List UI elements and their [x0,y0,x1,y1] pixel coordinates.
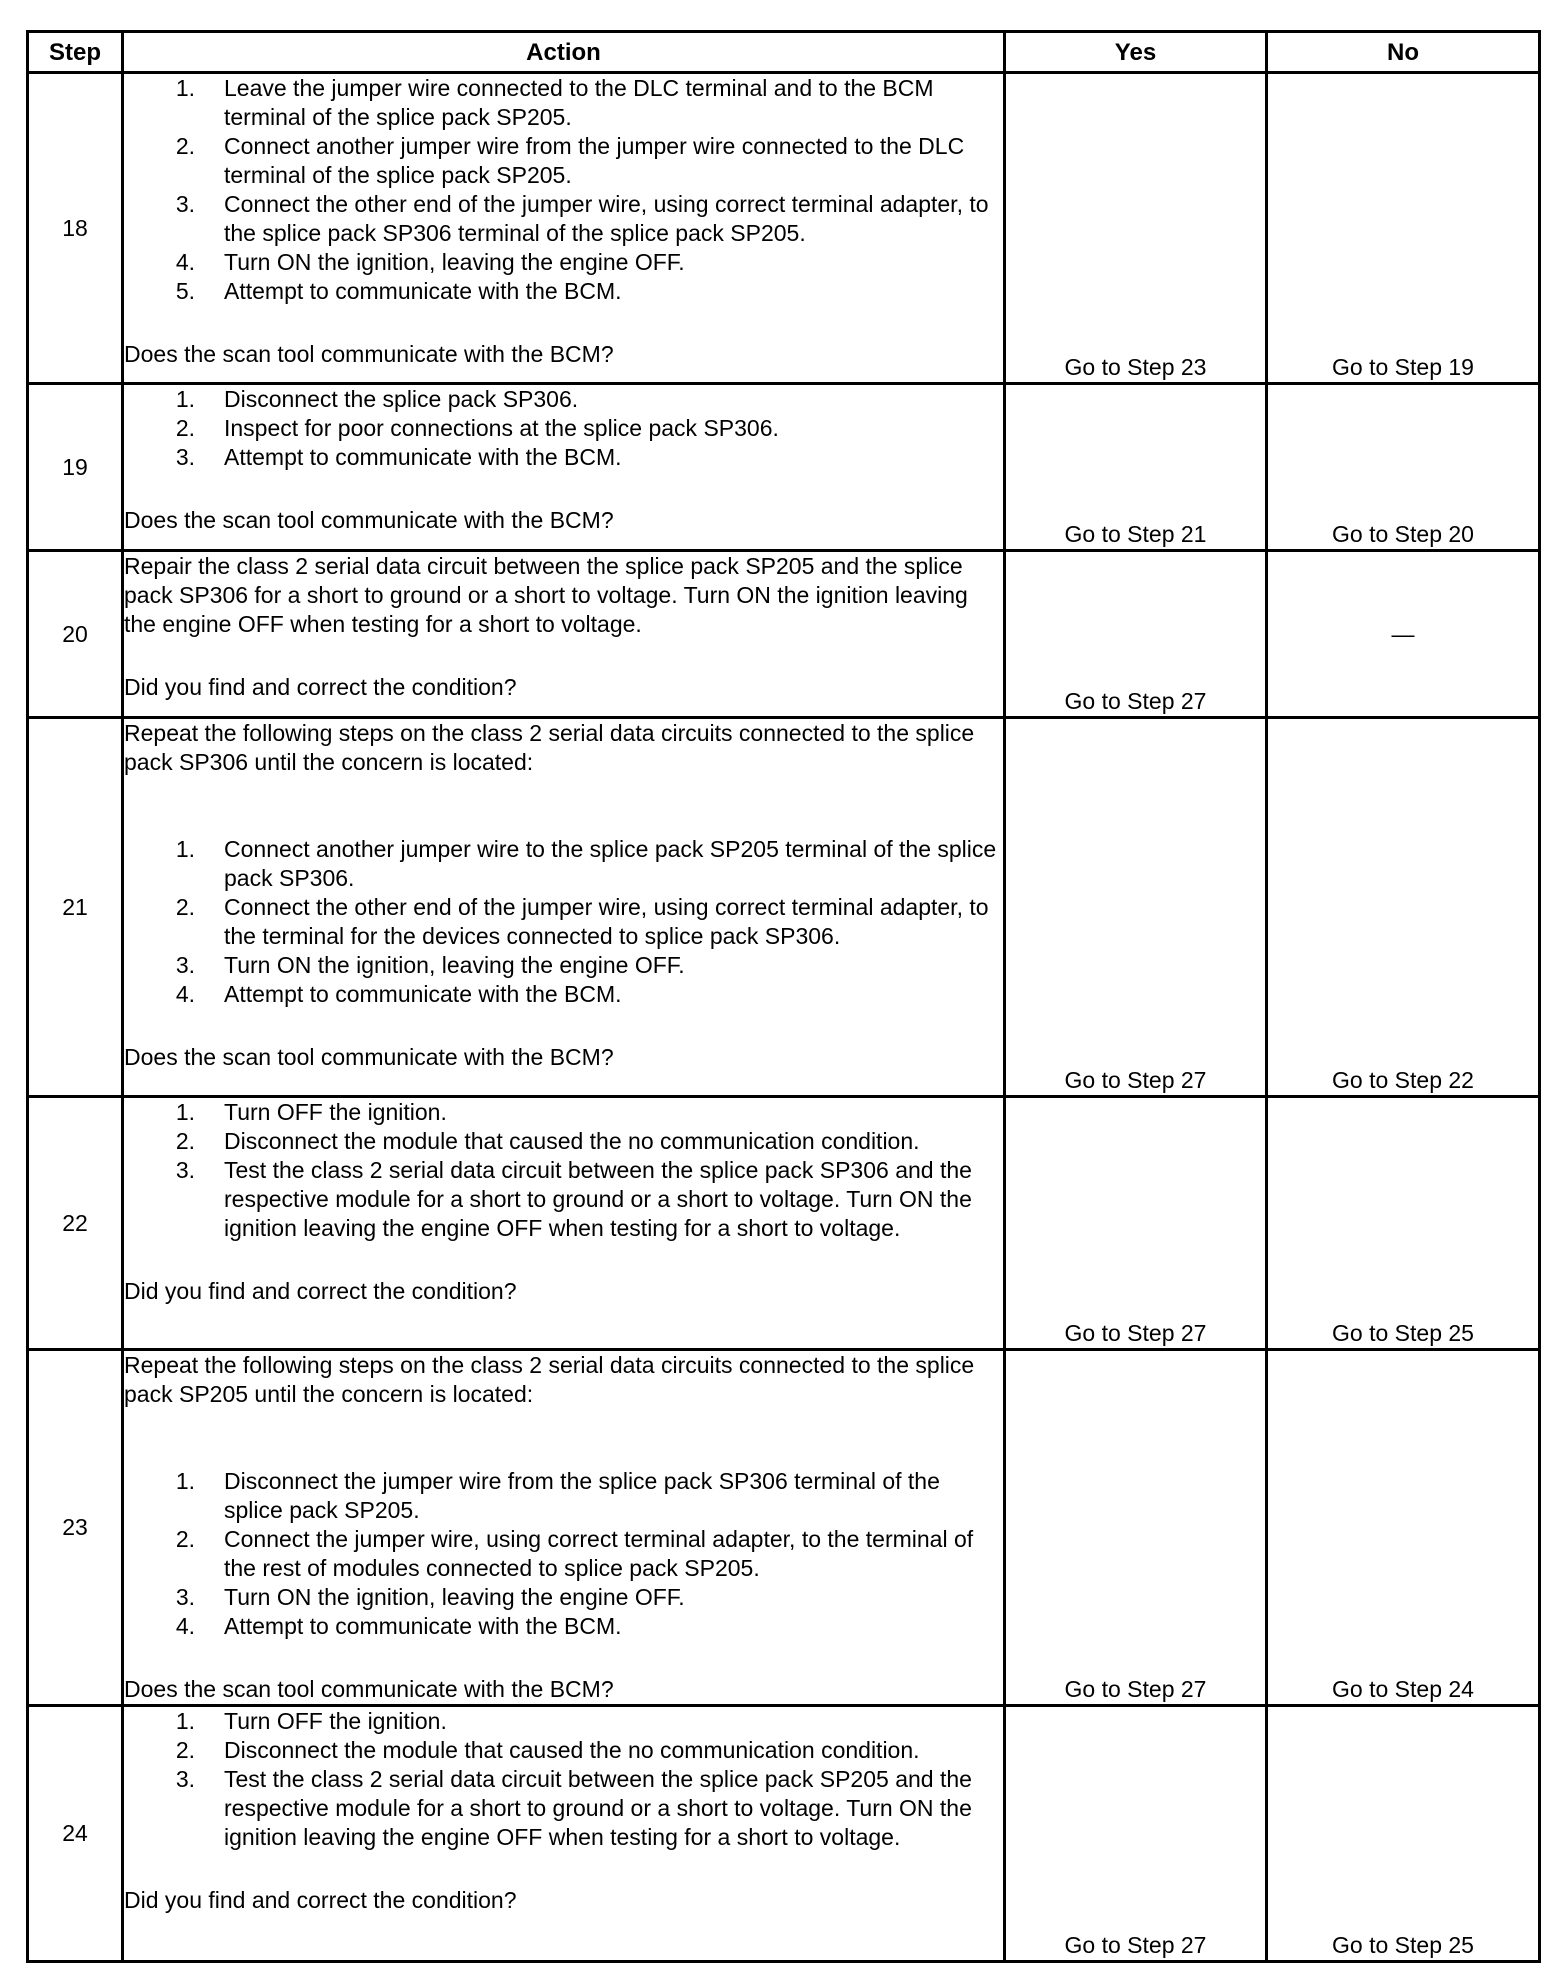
header-step: Step [28,32,123,73]
no-result: Go to Step 25 [1267,1706,1540,1962]
list-item: 2. Connect the jumper wire, using correct terminal adapter, to the terminal of the rest of modules connected to splice pack SP205. [175,1526,974,1581]
no-result: Go to Step 19 [1267,73,1540,384]
header-yes: Yes [1005,32,1267,73]
question-text: Did you find and correct the condition? [124,1887,517,1913]
list-item: 1. Disconnect the jumper wire from the splice pack SP306 terminal of the splice pack SP205. [175,1468,940,1523]
list-item: 3. Connect the other end of the jumper wire, using correct terminal adapter, to the splice pack SP306 terminal of the splice pack SP205. [175,191,989,246]
action-cell [123,1097,1005,1350]
repair-instruction: Repair the class 2 serial data circuit between the splice pack SP205 and the splice pack SP306 for a short to ground or a short to voltage. Turn ON the ignition leaving the engine OFF when testing for a short to voltage. [124,553,968,637]
list-item: 1. Disconnect the splice pack SP306. [175,386,579,412]
intro-text: Repeat the following steps on the class 2 serial data circuits connected to the splice pack SP205 until the concern is located: [124,1352,975,1407]
question-text: Did you find and correct the condition? [124,674,517,700]
yes-result: Go to Step 21 [1005,384,1267,551]
action-cell [123,718,1005,1097]
list-item: 3. Test the class 2 serial data circuit between the splice pack SP205 and the respective module for a short to ground or a short to voltage. Turn ON the ignition leaving the engine OFF when testing for a short to voltage. [175,1766,972,1850]
action-cell [123,73,1005,384]
action-cell [123,1706,1005,1962]
list-item: 4. Attempt to communicate with the BCM. [175,1613,622,1639]
list-item: 2. Connect the other end of the jumper wire, using correct terminal adapter, to the terminal for the devices connected to splice pack SP306. [175,894,989,949]
list-item: 1. Turn OFF the ignition. [175,1099,447,1125]
no-result: Go to Step 25 [1267,1097,1540,1350]
step-number: 24 [28,1706,123,1962]
yes-result: Go to Step 27 [1005,1706,1267,1962]
question-text: Does the scan tool communicate with the BCM? [124,341,614,367]
table-row [28,718,1540,1097]
step-number: 20 [28,551,123,718]
list-item: 3. Turn ON the ignition, leaving the engine OFF. [175,952,685,978]
yes-result: Go to Step 27 [1005,1350,1267,1706]
list-item: 5. Attempt to communicate with the BCM. [175,278,622,304]
yes-result: Go to Step 27 [1005,1097,1267,1350]
list-item: 1. Connect another jumper wire to the splice pack SP205 terminal of the splice pack SP306. [175,836,997,891]
no-result: — [1267,551,1540,718]
step-list [124,1467,1003,1641]
step-list [124,1707,1003,1852]
step-list [124,385,1003,472]
step-number: 21 [28,718,123,1097]
yes-result: Go to Step 27 [1005,551,1267,718]
table-row [28,73,1540,384]
step-list [124,835,1003,1009]
list-item: 3. Attempt to communicate with the BCM. [175,444,622,470]
question-text: Does the scan tool communicate with the BCM? [124,1676,614,1702]
list-item: 1. Turn OFF the ignition. [175,1708,447,1734]
step-number: 18 [28,73,123,384]
step-list [124,74,1003,306]
list-item: 1. Leave the jumper wire connected to the DLC terminal and to the BCM terminal of the splice pack SP205. [175,75,934,130]
no-result: Go to Step 24 [1267,1350,1540,1706]
no-result: Go to Step 20 [1267,384,1540,551]
intro-text: Repeat the following steps on the class 2 serial data circuits connected to the splice pack SP306 until the concern is located: [124,720,975,775]
step-number: 23 [28,1350,123,1706]
yes-result: Go to Step 27 [1005,718,1267,1097]
list-item: 3. Turn ON the ignition, leaving the engine OFF. [175,1584,685,1610]
action-cell [123,384,1005,551]
table-row [28,1706,1540,1962]
action-cell [123,1350,1005,1706]
list-item: 2. Connect another jumper wire from the jumper wire connected to the DLC terminal of the splice pack SP205. [175,133,965,188]
table-row [28,1350,1540,1706]
no-result: Go to Step 22 [1267,718,1540,1097]
list-item: 2. Inspect for poor connections at the splice pack SP306. [175,415,779,441]
header-row [28,32,1540,73]
table-row [28,1097,1540,1350]
step-number: 22 [28,1097,123,1350]
question-text: Does the scan tool communicate with the BCM? [124,507,614,533]
list-item: 4. Attempt to communicate with the BCM. [175,981,622,1007]
list-item: 3. Test the class 2 serial data circuit between the splice pack SP306 and the respective module for a short to ground or a short to voltage. Turn ON the ignition leaving the engine OFF when testing for a short to voltage. [175,1157,972,1241]
action-cell [123,551,1005,718]
question-text: Did you find and correct the condition? [124,1278,517,1304]
diagnostic-table [26,30,1541,1963]
yes-result: Go to Step 23 [1005,73,1267,384]
step-list [124,1098,1003,1243]
question-text: Does the scan tool communicate with the BCM? [124,1044,614,1070]
header-no: No [1267,32,1540,73]
step-number: 19 [28,384,123,551]
list-item: 4. Turn ON the ignition, leaving the engine OFF. [175,249,685,275]
list-item: 2. Disconnect the module that caused the no communication condition. [175,1737,920,1763]
table-row [28,551,1540,718]
list-item: 2. Disconnect the module that caused the no communication condition. [175,1128,920,1154]
header-action: Action [123,32,1005,73]
table-row [28,384,1540,551]
